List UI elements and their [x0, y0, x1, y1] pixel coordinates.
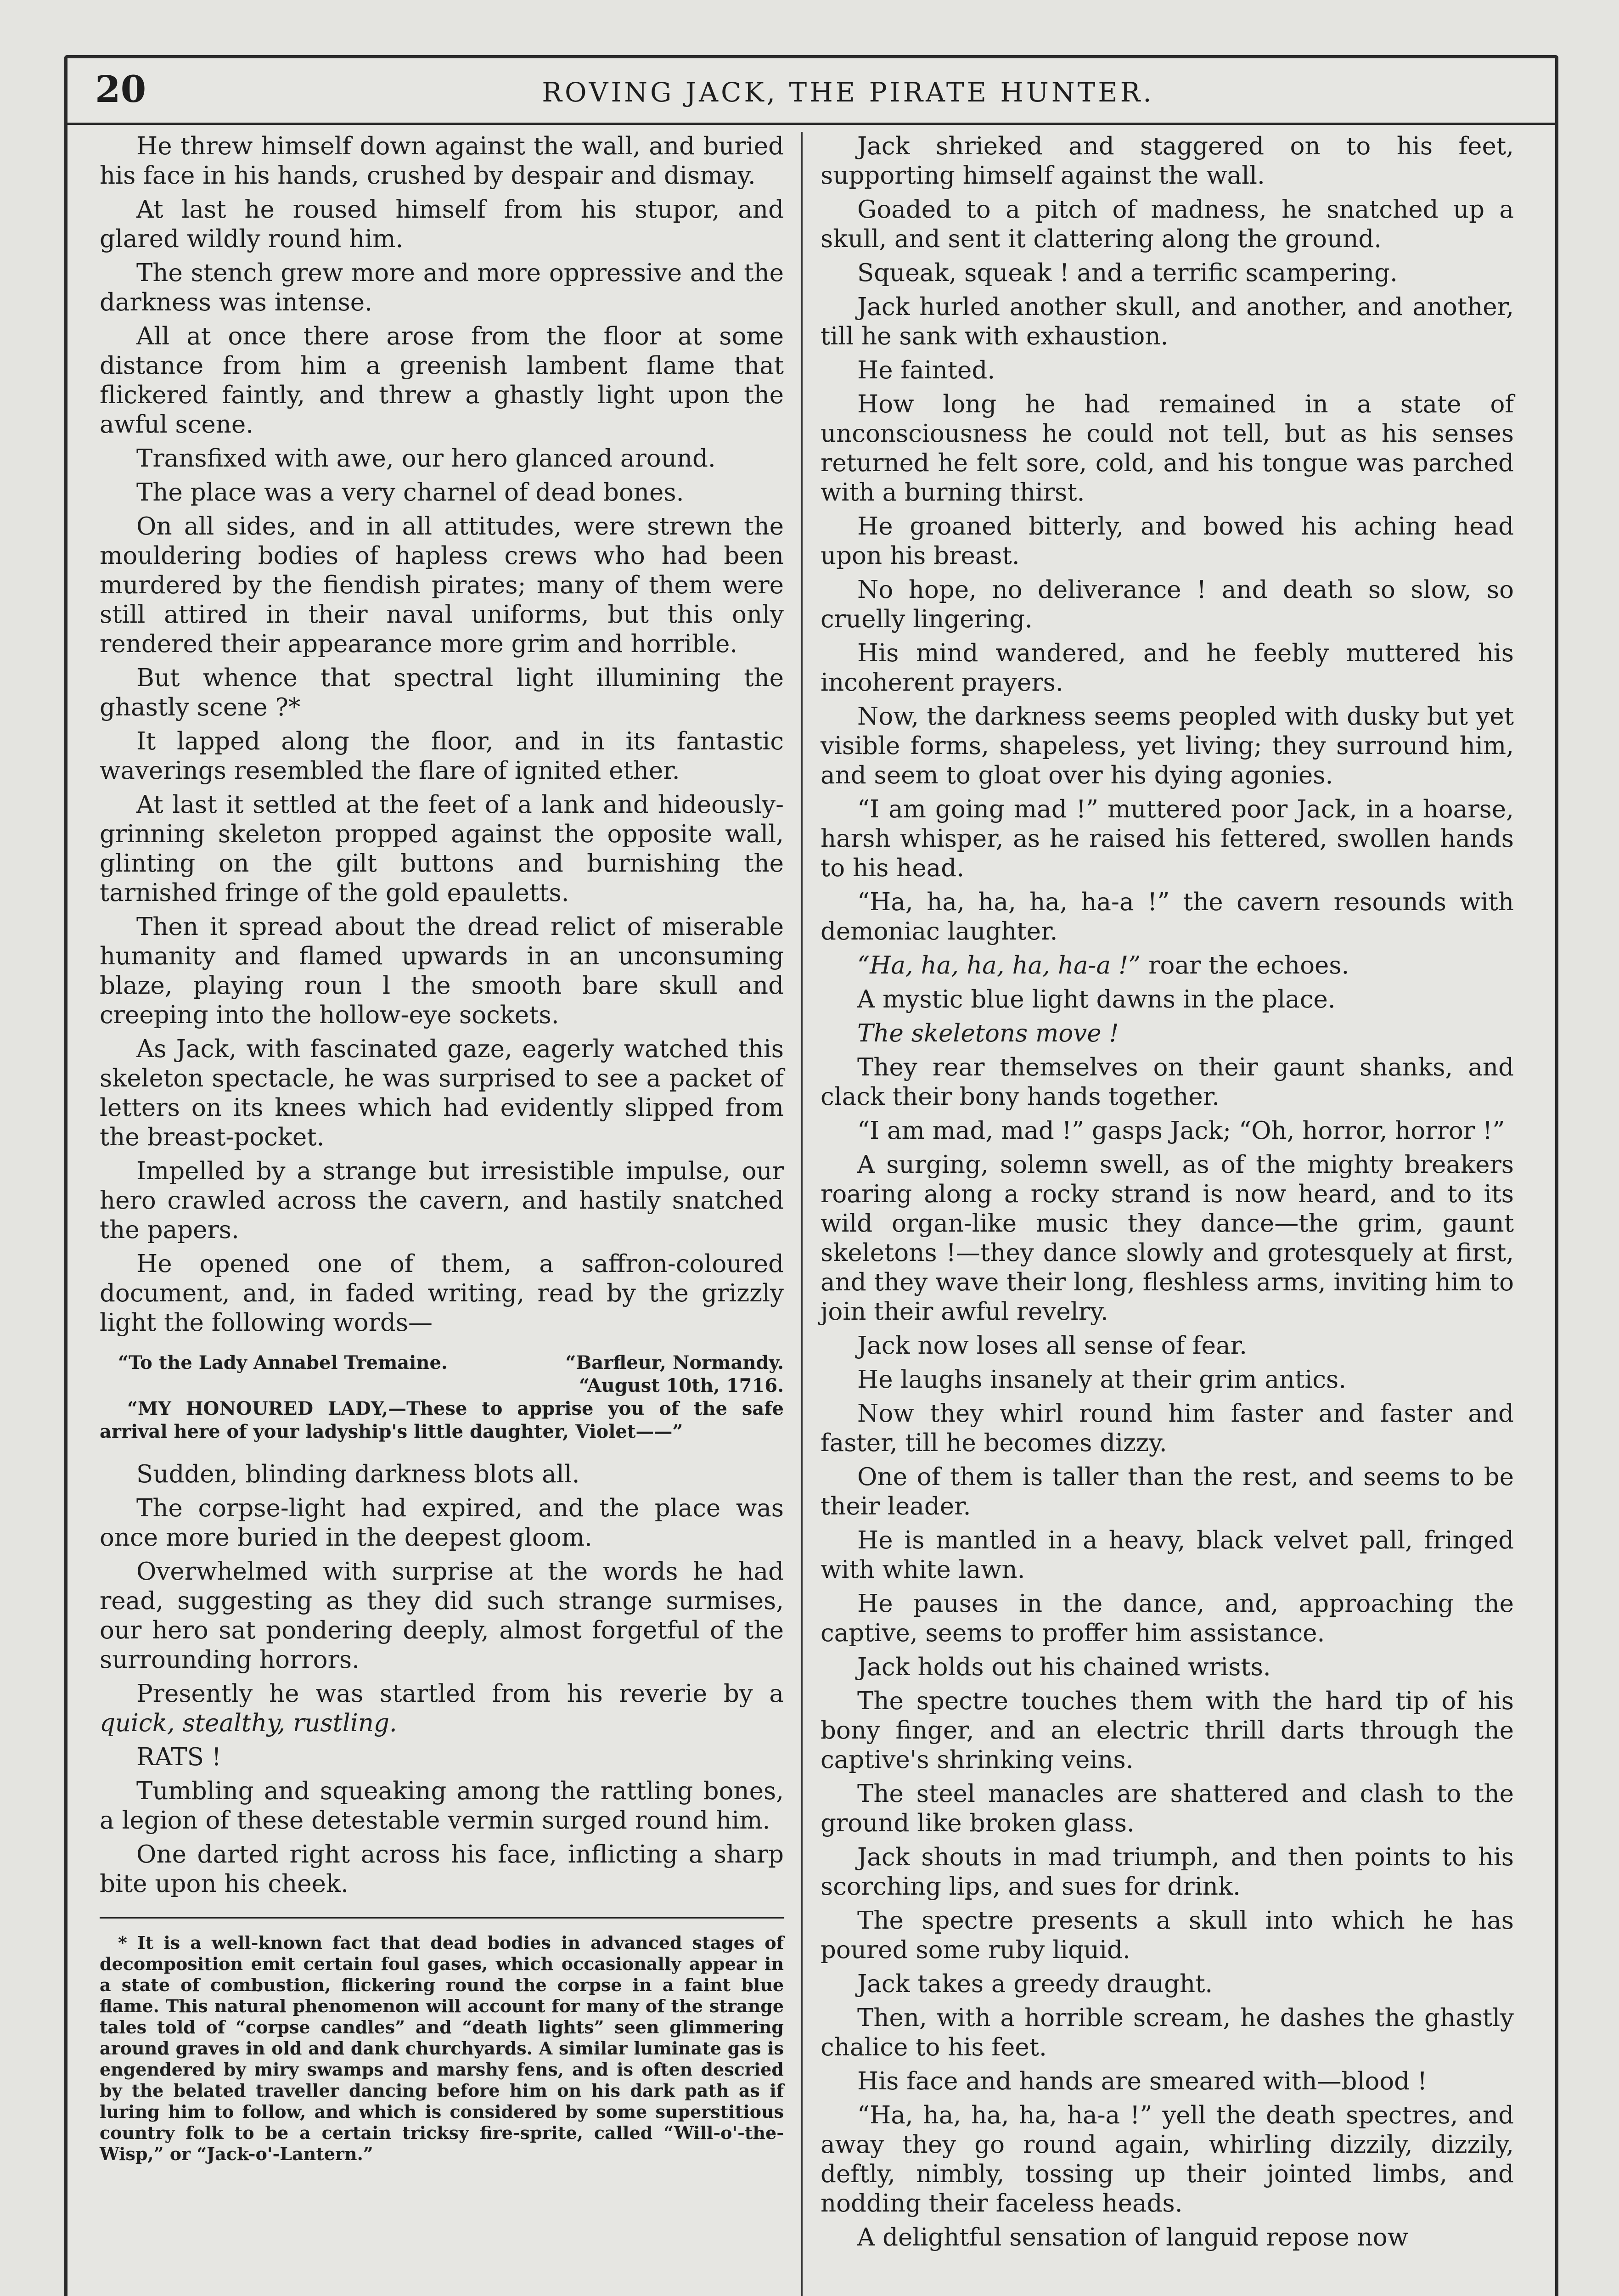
paragraph: The skeletons move !: [857, 1019, 1119, 1047]
paragraph: No hope, no deliverance ! and death so slow, so cruelly lingering.: [821, 576, 1514, 633]
page-frame: [64, 55, 1558, 2296]
paragraph: Goaded to a pitch of madness, he snatched up a skull, and sent it clattering along the ground.: [821, 196, 1514, 253]
paragraph: Jack takes a greedy draught.: [857, 1970, 1213, 1998]
paragraph: Tumbling and squeaking among the rattling bones, a legion of these detestable vermin surged round him.: [100, 1777, 784, 1835]
paragraph: But whence that spectral light illumining the ghastly scene ?*: [100, 664, 784, 721]
paragraph: Squeak, squeak ! and a terrific scampering.: [857, 259, 1398, 287]
paragraph: A delightful sensation of languid repose now: [857, 2223, 1409, 2251]
italic-text: “Ha, ha, ha, ha, ha-a !”: [857, 951, 1141, 979]
paragraph: A surging, solemn swell, as of the mighty breakers roaring along a rocky strand is now heard, and to its wild organ-like music they dance—the grim, gaunt skeletons !—they dance slowly and grotesquely at first, and they wave their long, fleshless arms, inviting him to join their awful revelry.: [821, 1151, 1514, 1326]
paragraph: The stench grew more and more oppressive and the darkness was intense.: [100, 259, 784, 316]
paragraph: One of them is taller than the rest, and seems to be their leader.: [821, 1463, 1514, 1520]
footnote-divider: [100, 1917, 784, 1919]
paragraph: How long he had remained in a state of unconsciousness he could not tell, but as his senses returned he felt sore, cold, and his tongue was parched with a burning thirst.: [821, 390, 1514, 506]
paragraph: He is mantled in a heavy, black velvet pall, fringed with white lawn.: [821, 1526, 1514, 1584]
paragraph: Jack shouts in mad triumph, and then points to his scorching lips, and sues for drink.: [821, 1843, 1514, 1901]
paragraph: Then it spread about the dread relict of miserable humanity and flamed upwards in an unconsuming blaze, playing roun l the smooth bare skull and creeping into the hollow-eye sockets.: [100, 913, 784, 1029]
paragraph: His mind wandered, and he feebly muttered his incoherent prayers.: [821, 639, 1514, 697]
paragraph: Impelled by a strange but irresistible impulse, our hero crawled across the cavern, and hastily snatched the papers.: [100, 1157, 784, 1244]
running-head: ROVING JACK, THE PIRATE HUNTER.: [542, 77, 1154, 108]
paragraph: “Ha, ha, ha, ha, ha-a !” yell the death spectres, and away they go round again, whirling dizzily, dizzily, deftly, nimbly, tossing up their jointed limbs, and nodding their faceless heads.: [821, 2101, 1514, 2217]
paragraph: One darted right across his face, inflicting a sharp bite upon his cheek.: [100, 1840, 784, 1898]
right-column: [821, 132, 1514, 2257]
paragraph: The steel manacles are shattered and clash to the ground like broken glass.: [821, 1780, 1514, 1837]
paragraph-text: roar the echoes.: [1141, 951, 1349, 979]
paragraph: All at once there arose from the floor at some distance from him a greenish lambent flame that flickered faintly, and threw a ghastly light upon the awful scene.: [100, 322, 784, 439]
paragraph: He laughs insanely at their grim antics.: [857, 1366, 1347, 1394]
paragraph: RATS !: [136, 1743, 222, 1771]
paragraph: The spectre presents a skull into which he has poured some ruby liquid.: [821, 1907, 1514, 1964]
paragraph: It lapped along the floor, and in its fantastic waverings resembled the flare of ignited ether.: [100, 727, 784, 785]
paragraph: “I am going mad !” muttered poor Jack, in a hoarse, harsh whisper, as he raised his fettered, swollen hands to his head.: [821, 795, 1514, 882]
letter-excerpt: [100, 1351, 784, 1443]
left-column: [100, 132, 784, 2165]
letter-date: “August 10th, 1716.: [579, 1375, 784, 1396]
footnote: * It is a well-known fact that dead bodies in advanced stages of decomposition emit certain foul gases, which occasionally appear in a state of combustion, flickering round the corpse in a faint blue flame. This natural phenomenon will account for many of the strange tales told of “corpse candles” and “death lights” seen glimmering around graves in old and dank churchyards. A similar luminate gas is engendered by miry swamps and marshy fens, and is often descried by the belated traveller dancing before him on his dark path as if luring him to follow, and which is considered by some superstitious country folk to be a certain tricksy fire-sprite, called “Will-o'-the-Wisp,” or “Jack-o'-Lantern.”: [100, 1932, 784, 2164]
paragraph: He opened one of them, a saffron-coloured document, and, in faded writing, read by the grizzly light the following words—: [100, 1250, 784, 1337]
paragraph: He threw himself down against the wall, and buried his face in his hands, crushed by despair and dismay.: [100, 132, 784, 190]
letter-body: “MY HONOURED LADY,—These to apprise you of the safe arrival here of your ladyship's little daughter, Violet——”: [100, 1398, 784, 1442]
paragraph-text: Presently he was startled from his reverie by a: [136, 1680, 784, 1708]
paragraph: The place was a very charnel of dead bones.: [136, 478, 684, 506]
paragraph: Transfixed with awe, our hero glanced around.: [136, 445, 716, 473]
paragraph: [100, 1679, 784, 1738]
paragraph: He groaned bitterly, and bowed his aching head upon his breast.: [821, 512, 1514, 570]
paragraph: At last it settled at the feet of a lank and hideously-grinning skeleton propped against the opposite wall, glinting on the gilt buttons and burnishing the tarnished fringe of the gold epauletts.: [100, 791, 784, 907]
paragraph: Overwhelmed with surprise at the words he had read, suggesting as they did such strange surmises, our hero sat pondering deeply, almost forgetful of the surrounding horrors.: [100, 1558, 784, 1674]
paragraph: Sudden, blinding darkness blots all.: [136, 1460, 580, 1488]
paragraph: Jack holds out his chained wrists.: [857, 1653, 1271, 1681]
paragraph: They rear themselves on their gaunt shanks, and clack their bony hands together.: [821, 1053, 1514, 1111]
paragraph: “I am mad, mad !” gasps Jack; “Oh, horror, horror !”: [857, 1117, 1505, 1145]
letter-addressee: “To the Lady Annabel Tremaine.: [118, 1352, 448, 1373]
paragraph: As Jack, with fascinated gaze, eagerly watched this skeleton spectacle, he was surprised to see a packet of letters on its knees which had evidently slipped from the breast-pocket.: [100, 1035, 784, 1151]
paragraph: On all sides, and in all attitudes, were strewn the mouldering bodies of hapless crews who had been murdered by the fiendish pirates; many of them were still attired in their naval uniforms, but this only rendered their appearance more grim and horrible.: [100, 512, 784, 658]
paragraph: Now, the darkness seems peopled with dusky but yet visible forms, shapeless, yet living; they surround him, and seem to gloat over his dying agonies.: [821, 703, 1514, 789]
page-number: 20: [95, 68, 146, 111]
paragraph: The spectre touches them with the hard tip of his bony finger, and an electric thrill darts through the captive's shrinking veins.: [821, 1687, 1514, 1774]
paragraph: At last he roused himself from his stupor, and glared wildly round him.: [100, 196, 784, 253]
paragraph: The corpse-light had expired, and the place was once more buried in the deepest gloom.: [100, 1494, 784, 1552]
paragraph: Then, with a horrible scream, he dashes the ghastly chalice to his feet.: [821, 2004, 1514, 2061]
paragraph: He fainted.: [857, 356, 995, 384]
letter-place: “Barfleur, Normandy.: [565, 1352, 784, 1373]
paragraph: He pauses in the dance, and, approaching the captive, seems to proffer him assistance.: [821, 1590, 1514, 1647]
paragraph: Now they whirl round him faster and faster and faster, till he becomes dizzy.: [821, 1400, 1514, 1457]
paragraph: [821, 951, 1514, 980]
paragraph: Jack now loses all sense of fear.: [857, 1332, 1247, 1360]
page-header: [67, 58, 1555, 125]
paragraph: “Ha, ha, ha, ha, ha-a !” the cavern resounds with demoniac laughter.: [821, 888, 1514, 945]
paragraph: Jack hurled another skull, and another, and another, till he sank with exhaustion.: [821, 293, 1514, 350]
paragraph: His face and hands are smeared with—blood !: [857, 2067, 1428, 2095]
paragraph: A mystic blue light dawns in the place.: [857, 985, 1336, 1013]
paragraph: Jack shrieked and staggered on to his feet, supporting himself against the wall.: [821, 132, 1514, 190]
italic-text: quick, stealthy, rustling.: [100, 1709, 397, 1737]
column-divider: [801, 132, 803, 2296]
